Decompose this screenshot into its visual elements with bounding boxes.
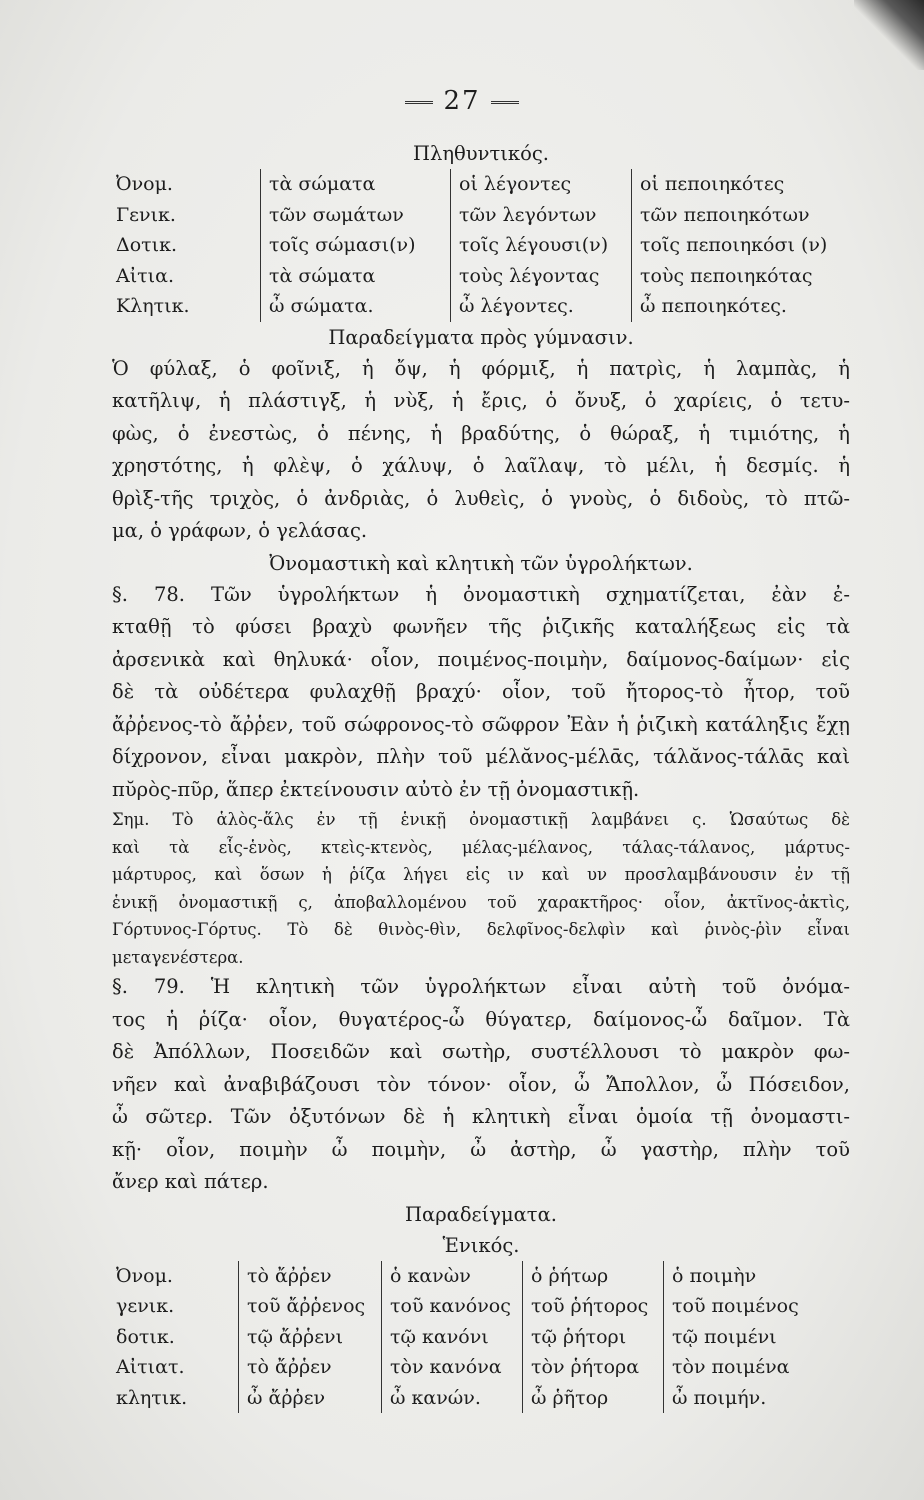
text-line: πῠρὸς-πῦρ, ἅπερ ἐκτείνουσιν αὐτὸ ἐν τῇ ὀνομαστικῇ. (112, 777, 640, 801)
form-cell: ὁ ῥήτωρ (523, 1261, 664, 1292)
table-row (112, 1261, 803, 1292)
page-corner-shadow (854, 0, 924, 70)
form-cell: ὁ ποιμὴν (664, 1261, 803, 1292)
form-cell: τοῦ ποιμένος (664, 1291, 803, 1322)
form-cell: ὦ ῥῆτορ (523, 1383, 664, 1414)
text-line: καὶ τὰ εἷς-ἑνὸς, κτεὶς-κτενὸς, μέλας-μέλανος, τάλας-τάλανος, μάρτυς- (112, 837, 850, 857)
form-cell: τῷ ῥήτορι (523, 1322, 664, 1353)
form-cell: ὦ ἄῤῥεν (239, 1383, 382, 1414)
section-78-heading: Ὀνομαστικὴ καὶ κλητικὴ τῶν ὑγρολήκτων. (269, 551, 693, 575)
case-label: Δοτικ. (116, 234, 178, 256)
text-line: ἄῤῥενος-τὸ ἄῤῥεν, τοῦ σώφρονος-τὸ σῶφρον Ἐὰν ἡ ῥιζικὴ κατάληξις ἔχῃ (112, 712, 850, 736)
text-line: κταθῇ τὸ φύσει βραχὺ φωνῆεν τῆς ῥιζικῆς καταλήξεως εἰς τὰ (112, 615, 850, 638)
form-cell: τὰ σώματα (261, 169, 451, 200)
table-row (112, 1322, 803, 1353)
form-cell: ὦ ποιμήν. (664, 1383, 803, 1414)
form-cell: οἱ πεποιηκότες (632, 169, 832, 200)
table-row (112, 200, 831, 231)
text-line: Ὁ φύλαξ, ὁ φοῖνιξ, ἡ ὄψ, ἡ φόρμιξ, ἡ πατρὶς, ἡ λαμπὰς, ἡ (112, 356, 850, 380)
singular-declension-table (112, 1261, 803, 1414)
case-label: Ὀνομ. (116, 173, 173, 195)
case-label: Αἰτιατ. (116, 1356, 185, 1378)
section-78-paragraph (112, 579, 850, 807)
form-cell: τῶν λεγόντων (451, 200, 632, 231)
plural-declension-table (112, 169, 831, 322)
table-row (112, 169, 831, 200)
examples-heading: Παραδείγματα. (405, 1202, 557, 1226)
text-line: Σημ. Τὸ ἁλὸς-ἅλς ἐν τῇ ἑνικῇ ὀνομαστικῇ λαμβάνει ς. Ὡσαύτως δὲ (112, 810, 850, 829)
form-cell: τὸν ῥήτορα (523, 1352, 664, 1383)
form-cell: ὦ σώματα. (261, 291, 451, 322)
form-cell: τὰ σώματα (261, 261, 451, 292)
form-cell: τὸ ἄῤῥεν (239, 1261, 382, 1292)
form-cell: ὦ πεποιηκότες. (632, 291, 832, 322)
form-cell: τῷ ἄῤῥενι (239, 1322, 382, 1353)
text-line: κατῆλιψ, ἡ πλάστιγξ, ἡ νὺξ, ἡ ἔρις, ὁ ὄνυξ, ὁ χαρίεις, ὁ τετυ- (112, 389, 850, 412)
text-line: θρὶξ-τῆς τριχὸς, ὁ ἀνδριὰς, ὁ λυθεὶς, ὁ γνοὺς, ὁ διδοὺς, τὸ πτῶ- (112, 486, 850, 510)
form-cell: τῷ κανόνι (382, 1322, 523, 1353)
text-line: χρηστότης, ἡ φλὲψ, ὁ χάλυψ, ὁ λαῖλαψ, τὸ μέλι, ἡ δεσμίς. ἡ (112, 454, 850, 477)
text-line: κῇ· οἷον, ποιμὴν ὦ ποιμὴν, ὦ ἀστὴρ, ὦ γαστὴρ, πλὴν τοῦ (112, 1137, 850, 1161)
text-line: §. 79. Ἡ κλητικὴ τῶν ὑγρολήκτων εἶναι αὐτὴ τοῦ ὀνόμα- (112, 975, 850, 998)
page-number: 27 (0, 86, 924, 116)
form-cell: τοὺς πεποιηκότας (632, 261, 832, 292)
form-cell: τῷ ποιμένι (664, 1322, 803, 1353)
section-79-paragraph (112, 971, 850, 1199)
form-cell: τῶν πεποιηκότων (632, 200, 832, 231)
text-line: ἀρσενικὰ καὶ θηλυκά· οἷον, ποιμένος-ποιμὴν, δαίμονος-δαίμων· εἰς (112, 647, 850, 671)
table-row (112, 230, 831, 261)
form-cell: τὸ ἄῤῥεν (239, 1352, 382, 1383)
case-label: δοτικ. (116, 1325, 175, 1348)
form-cell: τὸν ποιμένα (664, 1352, 803, 1383)
text-line: Γόρτυνος-Γόρτυς. Τὸ δὲ θινὸς-θὶν, δελφῖνος-δελφὶν καὶ ῥινὸς-ῥὶν εἶναι (112, 920, 850, 939)
table-row (112, 1383, 803, 1414)
case-label: Ὀνομ. (116, 1264, 173, 1287)
singular-heading: Ἑνικός. (442, 1233, 520, 1257)
text-line: δὲ Ἀπόλλων, Ποσειδῶν καὶ σωτὴρ, συστέλλουσι τὸ μακρὸν φω- (112, 1040, 850, 1063)
text-line: δίχρονον, εἶναι μακρὸν, πλὴν τοῦ μέλᾰνος-μέλᾱς, τάλᾰνος-τάλᾱς καὶ (112, 745, 850, 768)
case-label: Γενικ. (116, 203, 176, 226)
text-line: φὼς, ὁ ἐνεστὼς, ὁ πένης, ἡ βραδύτης, ὁ θώραξ, ἡ τιμιότης, ἡ (112, 421, 850, 445)
form-cell: τοῦ κανόνος (382, 1291, 523, 1322)
exercises-heading: Παραδείγματα πρὸς γύμνασιν. (328, 325, 634, 349)
form-cell: οἱ λέγοντες (451, 169, 632, 200)
text-line: μα, ὁ γράφων, ὁ γελάσας. (112, 519, 368, 542)
text-line: ἑνικῇ ὀνομαστικῇ ς, ἀποβαλλομένου τοῦ χαρακτῆρος· οἷον, ἀκτῖνος-ἀκτὶς, (112, 892, 850, 912)
page-body (112, 138, 850, 1413)
form-cell: τοῖς πεποιηκόσι (ν) (632, 230, 832, 261)
text-line: §. 78. Τῶν ὑγρολήκτων ἡ ὀνομαστικὴ σχηματίζεται, ἐὰν ἐ- (112, 582, 850, 606)
plural-heading: Πληθυντικός. (413, 142, 549, 165)
case-label: Αἰτια. (116, 264, 175, 287)
case-label: γενικ. (116, 1295, 175, 1317)
table-row (112, 291, 831, 322)
table-row (112, 1291, 803, 1322)
form-cell: τοῦ ἄῤῥενος (239, 1291, 382, 1322)
text-line: μάρτυρος, καὶ ὅσων ἡ ῥίζα λήγει εἰς ιν καὶ υν προσλαμβάνουσιν ἐν τῇ (112, 865, 850, 884)
exercises-paragraph (112, 353, 850, 548)
text-line: ὦ σῶτερ. Τῶν ὀξυτόνων δὲ ἡ κλητικὴ εἶναι ὁμοία τῇ ὀνομαστι- (112, 1105, 850, 1128)
section-78-note (112, 806, 850, 971)
form-cell: ὦ λέγοντες. (451, 291, 632, 322)
text-line: δὲ τὰ οὐδέτερα φυλαχθῇ βραχύ· οἷον, τοῦ ἤτορος-τὸ ἦτορ, τοῦ (112, 680, 850, 703)
text-line: ἄνερ καὶ πάτερ. (112, 1170, 269, 1193)
form-cell: τὸν κανόνα (382, 1352, 523, 1383)
form-cell: ὁ κανὼν (382, 1261, 523, 1292)
text-line: μεταγενέστερα. (112, 947, 244, 967)
form-cell: τοῖς σώμασι(ν) (261, 230, 451, 261)
table-row (112, 261, 831, 292)
text-line: τος ἡ ῥίζα· οἷον, θυγατέρος-ὦ θύγατερ, δαίμονος-ὦ δαῖμον. Τὰ (112, 1007, 850, 1031)
form-cell: τοὺς λέγοντας (451, 261, 632, 292)
case-label: κλητικ. (116, 1386, 188, 1409)
case-label: Κλητικ. (116, 295, 190, 317)
table-row (112, 1352, 803, 1383)
text-line: νῆεν καὶ ἀναβιβάζουσι τὸν τόνον· οἷον, ὦ Ἄπολλον, ὦ Πόσειδον, (112, 1072, 850, 1096)
form-cell: τῶν σωμάτων (261, 200, 451, 231)
form-cell: τοῖς λέγουσι(ν) (451, 230, 632, 261)
form-cell: ὦ κανών. (382, 1383, 523, 1414)
form-cell: τοῦ ῥήτορος (523, 1291, 664, 1322)
